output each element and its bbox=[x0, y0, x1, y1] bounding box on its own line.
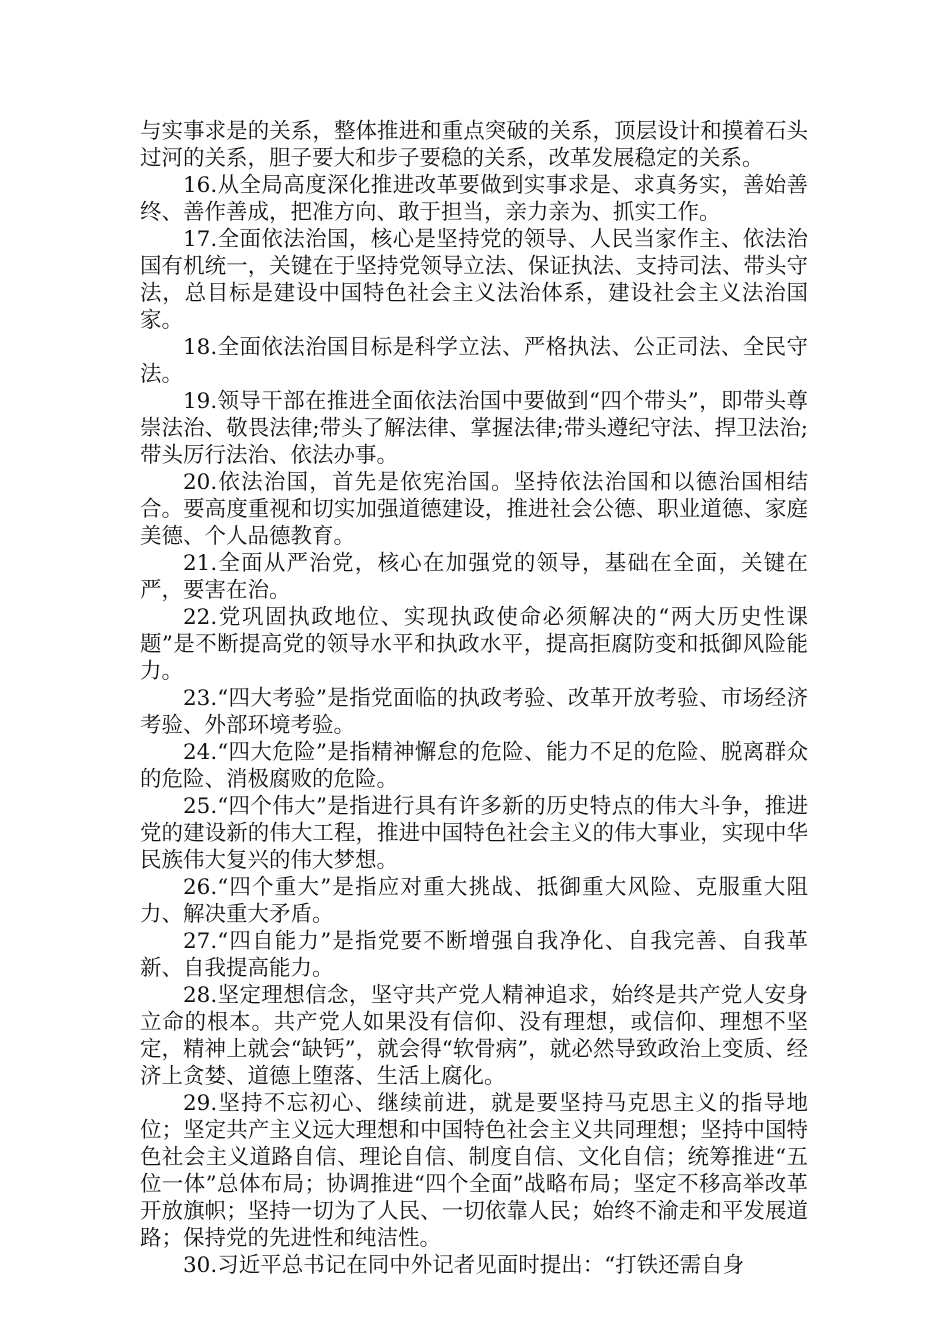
paragraph-continuation: 与实事求是的关系，整体推进和重点突破的关系，顶层设计和摸着石头过河的关系，胆子要大和步子要稳的关系，改革发展稳定的关系。 bbox=[140, 119, 808, 171]
paragraph-28: 28.坚定理想信念，坚守共产党人精神追求，始终是共产党人安身立命的根本。共产党人如果没有信仰、没有理想，或信仰、理想不坚定，精神上就会“缺钙”，就会得“软骨病”，就必然导致政治上变质、经济上贪婪、道德上堕落、生活上腐化。 bbox=[140, 983, 808, 1089]
paragraph-23: 23.“四大考验”是指党面临的执政考验、改革开放考验、市场经济考验、外部环境考验。 bbox=[140, 686, 808, 738]
paragraph-16: 16.从全局高度深化推进改革要做到实事求是、求真务实，善始善终、善作善成，把准方向、敢于担当，亲力亲为、抓实工作。 bbox=[140, 173, 808, 225]
paragraph-24: 24.“四大危险”是指精神懈怠的危险、能力不足的危险、脱离群众的危险、消极腐败的危险。 bbox=[140, 740, 808, 792]
paragraph-19: 19.领导干部在推进全面依法治国中要做到“四个带头”，即带头尊崇法治、敬畏法律;带头了解法律、掌握法律;带头遵纪守法、捍卫法治;带头厉行法治、依法办事。 bbox=[140, 389, 808, 468]
paragraph-20: 20.依法治国，首先是依宪治国。坚持依法治国和以德治国相结合。要高度重视和切实加强道德建设，推进社会公德、职业道德、家庭美德、个人品德教育。 bbox=[140, 470, 808, 549]
paragraph-27: 27.“四自能力”是指党要不断增强自我净化、自我完善、自我革新、自我提高能力。 bbox=[140, 929, 808, 981]
paragraph-17: 17.全面依法治国，核心是坚持党的领导、人民当家作主、依法治国有机统一，关键在于坚持党领导立法、保证执法、支持司法、带头守法，总目标是建设中国特色社会主义法治体系，建设社会主义法治国家。 bbox=[140, 227, 808, 333]
paragraph-22: 22.党巩固执政地位、实现执政使命必须解决的“两大历史性课题”是不断提高党的领导水平和执政水平，提高拒腐防变和抵御风险能力。 bbox=[140, 605, 808, 684]
paragraph-25: 25.“四个伟大”是指进行具有许多新的历史特点的伟大斗争，推进党的建设新的伟大工程，推进中国特色社会主义的伟大事业，实现中华民族伟大复兴的伟大梦想。 bbox=[140, 794, 808, 873]
paragraph-29: 29.坚持不忘初心、继续前进，就是要坚持马克思主义的指导地位；坚定共产主义远大理想和中国特色社会主义共同理想；坚持中国特色社会主义道路自信、理论自信、制度自信、文化自信；统筹推进“五位一体”总体布局；协调推进“四个全面”战略布局；坚定不移高举改革开放旗帜；坚持一切为了人民、一切依靠人民；始终不渝走和平发展道路；保持党的先进性和纯洁性。 bbox=[140, 1091, 808, 1251]
document-page bbox=[140, 118, 808, 1279]
paragraph-30: 30.习近平总书记在同中外记者见面时提出：“打铁还需自身 bbox=[183, 1253, 745, 1278]
paragraph-26: 26.“四个重大”是指应对重大挑战、抵御重大风险、克服重大阻力、解决重大矛盾。 bbox=[140, 875, 808, 927]
paragraph-21: 21.全面从严治党，核心在加强党的领导，基础在全面，关键在严，要害在治。 bbox=[140, 551, 808, 603]
paragraph-18: 18.全面依法治国目标是科学立法、严格执法、公正司法、全民守法。 bbox=[140, 335, 808, 387]
